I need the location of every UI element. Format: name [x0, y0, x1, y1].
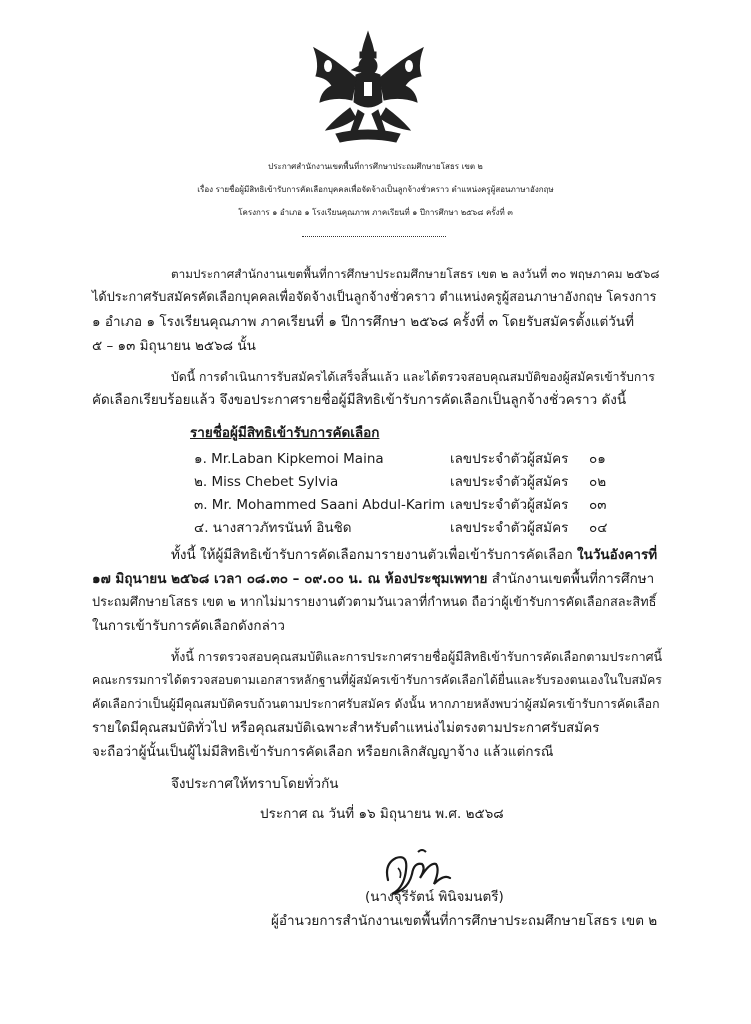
para3-line1 — [171, 546, 657, 564]
para3-line3: ประถมศึกษายโสธร เขต ๒ หากไม่มารายงานตัวตามวันเวลาที่กำหนด ถือว่าผู้เข้ารับการคัดเลือกสละสิทธิ์ — [92, 595, 657, 610]
title-separator — [302, 236, 446, 237]
report-time-venue-highlight: ๑๗ มิถุนายน ๒๕๖๘ เวลา ๐๘.๓๐ – ๐๙.๐๐ น. ณ ห้องประชุมเพทาย — [92, 571, 488, 587]
announcement-title: ประกาศสำนักงานเขตพื้นที่การศึกษาประถมศึกษายโสธร เขต ๒ — [268, 162, 483, 171]
candidate-name: ๒. Miss Chebet Sylvia — [194, 474, 339, 490]
para2-line2: คัดเลือกเรียบร้อยแล้ว จึงขอประกาศรายชื่อผู้มีสิทธิเข้ารับการคัดเลือกเป็นลูกจ้างชั่วคราว ดังนี้ — [92, 392, 627, 408]
para1-line4: ๕ – ๑๓ มิถุนายน ๒๕๖๘ นั้น — [92, 338, 256, 354]
project-line: โครงการ ๑ อำเภอ ๑ โรงเรียนคุณภาพ ภาคเรียนที่ ๑ ปีการศึกษา ๒๕๖๘ ครั้งที่ ๓ — [238, 208, 513, 217]
signer-name: (นางจุรีรัตน์ พินิจมนตรี) — [365, 889, 504, 905]
candidate-id-label: เลขประจำตัวผู้สมัคร — [450, 451, 569, 467]
para4-line5: จะถือว่าผู้นั้นเป็นผู้ไม่มีสิทธิเข้ารับการคัดเลือก หรือยกเลิกสัญญาจ้าง แล้วแต่กรณี — [92, 744, 554, 760]
para1-line3: ๑ อำเภอ ๑ โรงเรียนคุณภาพ ภาคเรียนที่ ๑ ปีการศึกษา ๒๕๖๘ ครั้งที่ ๓ โดยรับสมัครตั้งแต่วันที่ — [92, 314, 634, 330]
para4-line1: ทั้งนี้ การตรวจสอบคุณสมบัติและการประกาศรายชื่อผู้มีสิทธิเข้ารับการคัดเลือกตามประกาศนี้ — [171, 649, 663, 664]
candidate-id-number: ๐๒ — [589, 474, 607, 490]
candidate-id-number: ๐๓ — [589, 497, 607, 513]
candidate-name: ๓. Mr. Mohammed Saani Abdul-Karim — [194, 497, 446, 513]
candidate-list-heading: รายชื่อผู้มีสิทธิเข้ารับการคัดเลือก — [190, 425, 380, 441]
para4-line4: รายใดมีคุณสมบัติทั่วไป หรือคุณสมบัติเฉพาะสำหรับตำแหน่งไม่ตรงตามประกาศรับสมัคร — [92, 720, 600, 736]
candidate-id-number: ๐๔ — [589, 520, 608, 536]
para3-line2-text: สำนักงานเขตพื้นที่การศึกษา — [487, 571, 655, 587]
para4-line2: คณะกรรมการได้ตรวจสอบตามเอกสารหลักฐานที่ผู้สมัครเข้ารับการคัดเลือกได้ยื่นและรับรองตนเองในใบสมัคร — [92, 673, 662, 687]
candidate-name: ๔. นางสาวภัทรนันท์ อินชิด — [194, 520, 352, 536]
para1-line2: ได้ประกาศรับสมัครคัดเลือกบุคคลเพื่อจัดจ้างเป็นลูกจ้างชั่วคราว ตำแหน่งครูผู้สอนภาษาอังกฤษ โครงการ — [92, 290, 657, 305]
para3-line1-text: ทั้งนี้ ให้ผู้มีสิทธิเข้ารับการคัดเลือกมารายงานตัวเพื่อเข้ารับการคัดเลือก — [171, 547, 578, 563]
signer-title: ผู้อำนวยการสำนักงานเขตพื้นที่การศึกษาประถมศึกษายโสธร เขต ๒ — [271, 913, 658, 929]
candidate-name: ๑. Mr.Laban Kipkemoi Maina — [194, 451, 384, 467]
report-date-highlight: ในวันอังคารที่ — [577, 547, 658, 563]
subject-line: เรื่อง รายชื่อผู้มีสิทธิเข้ารับการคัดเลือกบุคคลเพื่อจัดจ้างเป็นลูกจ้างชั่วคราว ตำแหน่งครูผู้สอนภาษาอังกฤษ — [197, 185, 554, 194]
announcement-date: ประกาศ ณ วันที่ ๑๖ มิถุนายน พ.ศ. ๒๕๖๘ — [260, 806, 504, 822]
para2-line1: บัดนี้ การดำเนินการรับสมัครได้เสร็จสิ้นแล้ว และได้ตรวจสอบคุณสมบัติของผู้สมัครเข้ารับการ — [171, 370, 655, 384]
closing-notice: จึงประกาศให้ทราบโดยทั่วกัน — [171, 776, 339, 792]
candidate-id-label: เลขประจำตัวผู้สมัคร — [450, 520, 569, 536]
candidate-id-label: เลขประจำตัวผู้สมัคร — [450, 474, 569, 490]
candidate-id-label: เลขประจำตัวผู้สมัคร — [450, 497, 569, 513]
para1-line1: ตามประกาศสำนักงานเขตพื้นที่การศึกษาประถมศึกษายโสธร เขต ๒ ลงวันที่ ๓๐ พฤษภาคม ๒๕๖๘ — [171, 267, 660, 281]
para4-line3: คัดเลือกว่าเป็นผู้มีคุณสมบัติครบถ้วนตามประกาศรับสมัคร ดังนั้น หากภายหลังพบว่าผู้สมัครเข้ารับการคัดเลือก — [92, 697, 660, 711]
para3-line4: ในการเข้ารับการคัดเลือกดังกล่าว — [92, 618, 286, 634]
candidate-id-number: ๐๑ — [589, 451, 606, 467]
garuda-emblem-icon — [306, 30, 431, 150]
para3-line2 — [92, 570, 654, 588]
